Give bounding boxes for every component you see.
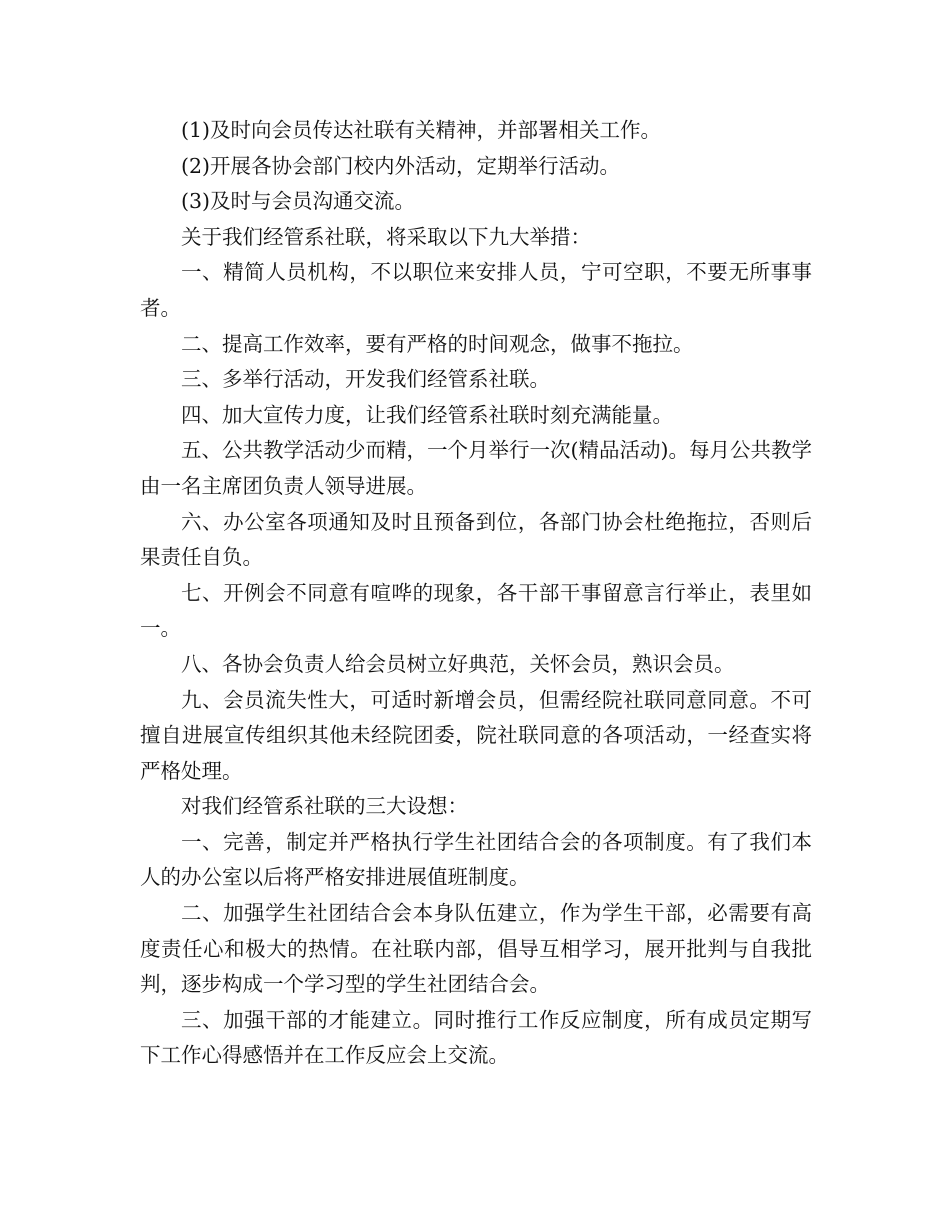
paragraph-item-2: (2)开展各协会部门校内外活动，定期举行活动。 (181, 153, 621, 178)
paragraph-item-3: (3)及时与会员沟通交流。 (181, 189, 416, 214)
measure-7: 七、开例会不同意有喧哗的现象，各干部干事留意言行举止，表里如一。 (140, 580, 812, 641)
section-intro-ideas: 对我们经管系社联的三大设想： (181, 794, 468, 819)
idea-3: 三、加强干部的才能建立。同时推行工作反应制度，所有成员定期写下工作心得感悟并在工作反应会上交流。 (140, 1007, 812, 1068)
measure-4: 四、加大宣传力度，让我们经管系社联时刻充满能量。 (181, 402, 673, 427)
section-intro-measures: 关于我们经管系社联，将采取以下九大举措： (181, 224, 591, 249)
paragraph-item-1: (1)及时向会员传达社联有关精神，并部署相关工作。 (181, 118, 662, 142)
document-body (140, 113, 812, 1074)
measure-1: 一、精简人员机构，不以职位来安排人员，宁可空职，不要无所事事者。 (140, 260, 812, 320)
measure-8: 八、各协会负责人给会员树立好典范，关怀会员，熟识会员。 (181, 651, 735, 676)
measure-6: 六、办公室各项通知及时且预备到位，各部门协会杜绝拖拉，否则后果责任自负。 (140, 509, 812, 570)
measure-9: 九、会员流失性大，可适时新增会员，但需经院社联同意同意。不可擅自进展宣传组织其他未经院团委，院社联同意的各项活动，一经查实将严格处理。 (140, 687, 812, 783)
measure-5: 五、公共教学活动少而精，一个月举行一次(精品活动)。每月公共教学由一名主席团负责人领导进展。 (140, 438, 812, 498)
measure-3: 三、多举行活动，开发我们经管系社联。 (181, 367, 550, 392)
measure-2: 二、提高工作效率，要有严格的时间观念，做事不拖拉。 (181, 331, 694, 356)
idea-2: 二、加强学生社团结合会本身队伍建立，作为学生干部，必需要有高度责任心和极大的热情。在社联内部，倡导互相学习，展开批判与自我批判，逐步构成一个学习型的学生社团结合会。 (140, 901, 812, 997)
idea-1: 一、完善，制定并严格执行学生社团结合会的各项制度。有了我们本人的办公室以后将严格安排进展值班制度。 (140, 829, 812, 890)
